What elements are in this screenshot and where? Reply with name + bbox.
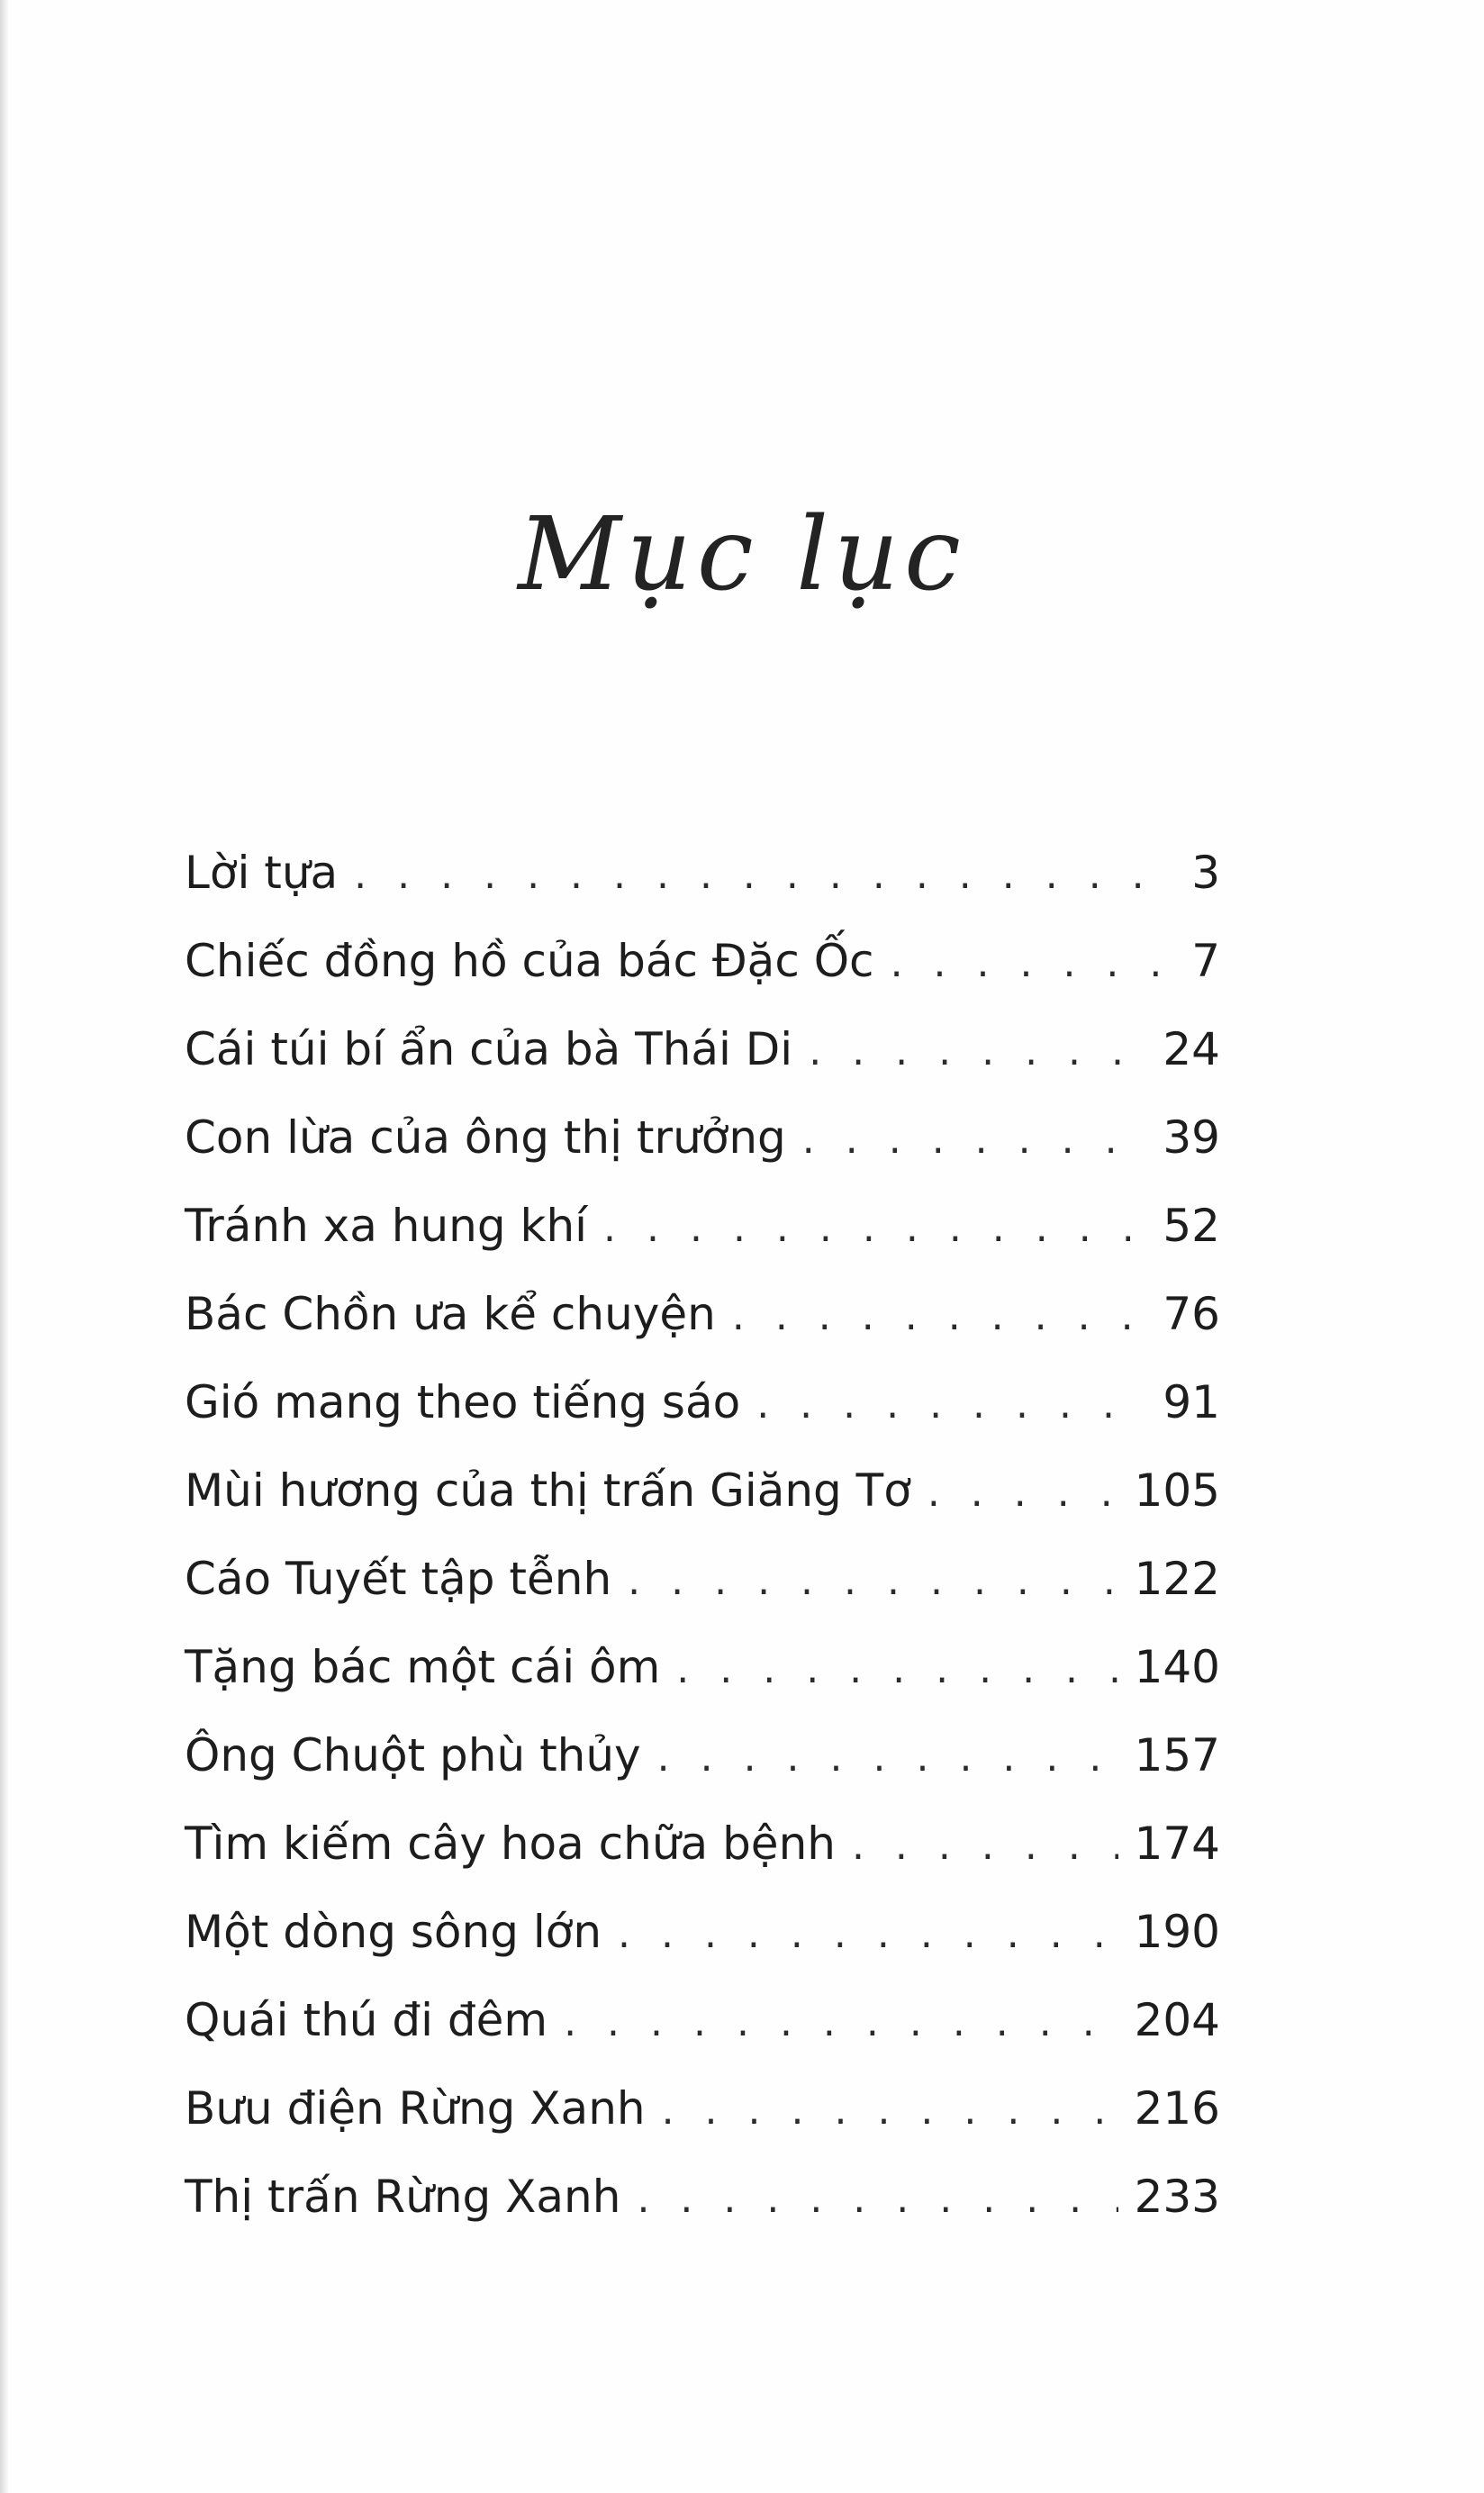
toc-entry[interactable] (185, 2153, 1220, 2241)
toc-entry-page: 233 (1134, 2171, 1220, 2223)
toc-entry[interactable] (185, 1623, 1220, 1711)
toc-entry[interactable] (185, 1888, 1220, 1976)
toc-dot-leader (564, 1979, 1118, 2067)
toc-entry-title: Con lừa của ông thị trưởng (185, 1111, 786, 1164)
toc-entry-page: 91 (1163, 1376, 1220, 1428)
toc-entry[interactable] (185, 1799, 1220, 1888)
toc-entry[interactable] (185, 1182, 1220, 1270)
toc-entry-title: Cáo Tuyết tập tễnh (185, 1553, 612, 1605)
table-of-contents (185, 829, 1220, 2241)
toc-entry-page: 216 (1134, 2082, 1220, 2135)
toc-entry-page: 140 (1134, 1641, 1220, 1693)
toc-dot-leader (852, 1802, 1118, 1890)
toc-dot-leader (732, 1273, 1147, 1361)
toc-entry-title: Chiếc đồng hồ của bác Đặc Ốc (185, 935, 874, 987)
toc-entry[interactable] (185, 917, 1220, 1005)
toc-entry[interactable] (185, 1976, 1220, 2064)
toc-entry-title: Cái túi bí ẩn của bà Thái Di (185, 1023, 793, 1075)
toc-dot-leader (618, 1890, 1118, 1979)
toc-entry[interactable] (185, 1270, 1220, 1358)
toc-entry-page: 174 (1134, 1818, 1220, 1870)
toc-dot-leader (676, 1626, 1118, 1714)
toc-entry-title: Tặng bác một cái ôm (185, 1641, 661, 1693)
toc-entry-title: Quái thú đi đêm (185, 1994, 548, 2046)
toc-dot-leader (628, 1537, 1118, 1626)
toc-dot-leader (928, 1449, 1118, 1537)
toc-entry-page: 7 (1191, 935, 1220, 987)
toc-entry-page: 122 (1134, 1553, 1220, 1605)
toc-entry[interactable] (185, 2064, 1220, 2153)
toc-entry-title: Tìm kiếm cây hoa chữa bệnh (185, 1818, 836, 1870)
toc-entry-title: Bưu điện Rừng Xanh (185, 2082, 646, 2135)
toc-entry-page: 39 (1163, 1111, 1220, 1164)
toc-entry-page: 105 (1134, 1464, 1220, 1517)
toc-entry-page: 157 (1134, 1729, 1220, 1781)
toc-dot-leader (603, 1184, 1146, 1273)
toc-entry-page: 3 (1191, 847, 1220, 899)
toc-entry[interactable] (185, 1005, 1220, 1093)
toc-entry-title: Tránh xa hung khí (185, 1200, 588, 1252)
toc-dot-leader (809, 1008, 1146, 1096)
toc-dot-leader (662, 2067, 1118, 2155)
toc-entry[interactable] (185, 829, 1220, 917)
toc-entry[interactable] (185, 1711, 1220, 1799)
toc-entry[interactable] (185, 1535, 1220, 1623)
toc-entry-title: Mùi hương của thị trấn Giăng Tơ (185, 1464, 911, 1517)
toc-dot-leader (354, 831, 1168, 920)
page-title: Mục lục (518, 496, 966, 613)
toc-entry-page: 190 (1134, 1906, 1220, 1958)
toc-dot-leader (637, 2155, 1118, 2244)
toc-entry-page: 52 (1163, 1200, 1220, 1252)
toc-entry[interactable] (185, 1093, 1220, 1182)
toc-dot-leader (802, 1096, 1147, 1184)
toc-entry-title: Thị trấn Rừng Xanh (185, 2171, 621, 2223)
toc-entry-page: 204 (1134, 1994, 1220, 2046)
page-edge-shadow (0, 0, 9, 2493)
toc-entry-page: 76 (1163, 1288, 1220, 1340)
toc-entry-title: Lời tựa (185, 847, 339, 899)
toc-entry-title: Gió mang theo tiếng sáo (185, 1376, 741, 1428)
toc-entry-page: 24 (1163, 1023, 1220, 1075)
toc-dot-leader (657, 1714, 1118, 1802)
toc-dot-leader (756, 1361, 1146, 1449)
toc-entry-title: Bác Chồn ưa kể chuyện (185, 1288, 716, 1340)
toc-dot-leader (891, 920, 1168, 1008)
toc-entry-title: Một dòng sông lớn (185, 1906, 602, 1958)
toc-entry[interactable] (185, 1446, 1220, 1535)
toc-entry[interactable] (185, 1358, 1220, 1446)
toc-entry-title: Ông Chuột phù thủy (185, 1729, 641, 1781)
